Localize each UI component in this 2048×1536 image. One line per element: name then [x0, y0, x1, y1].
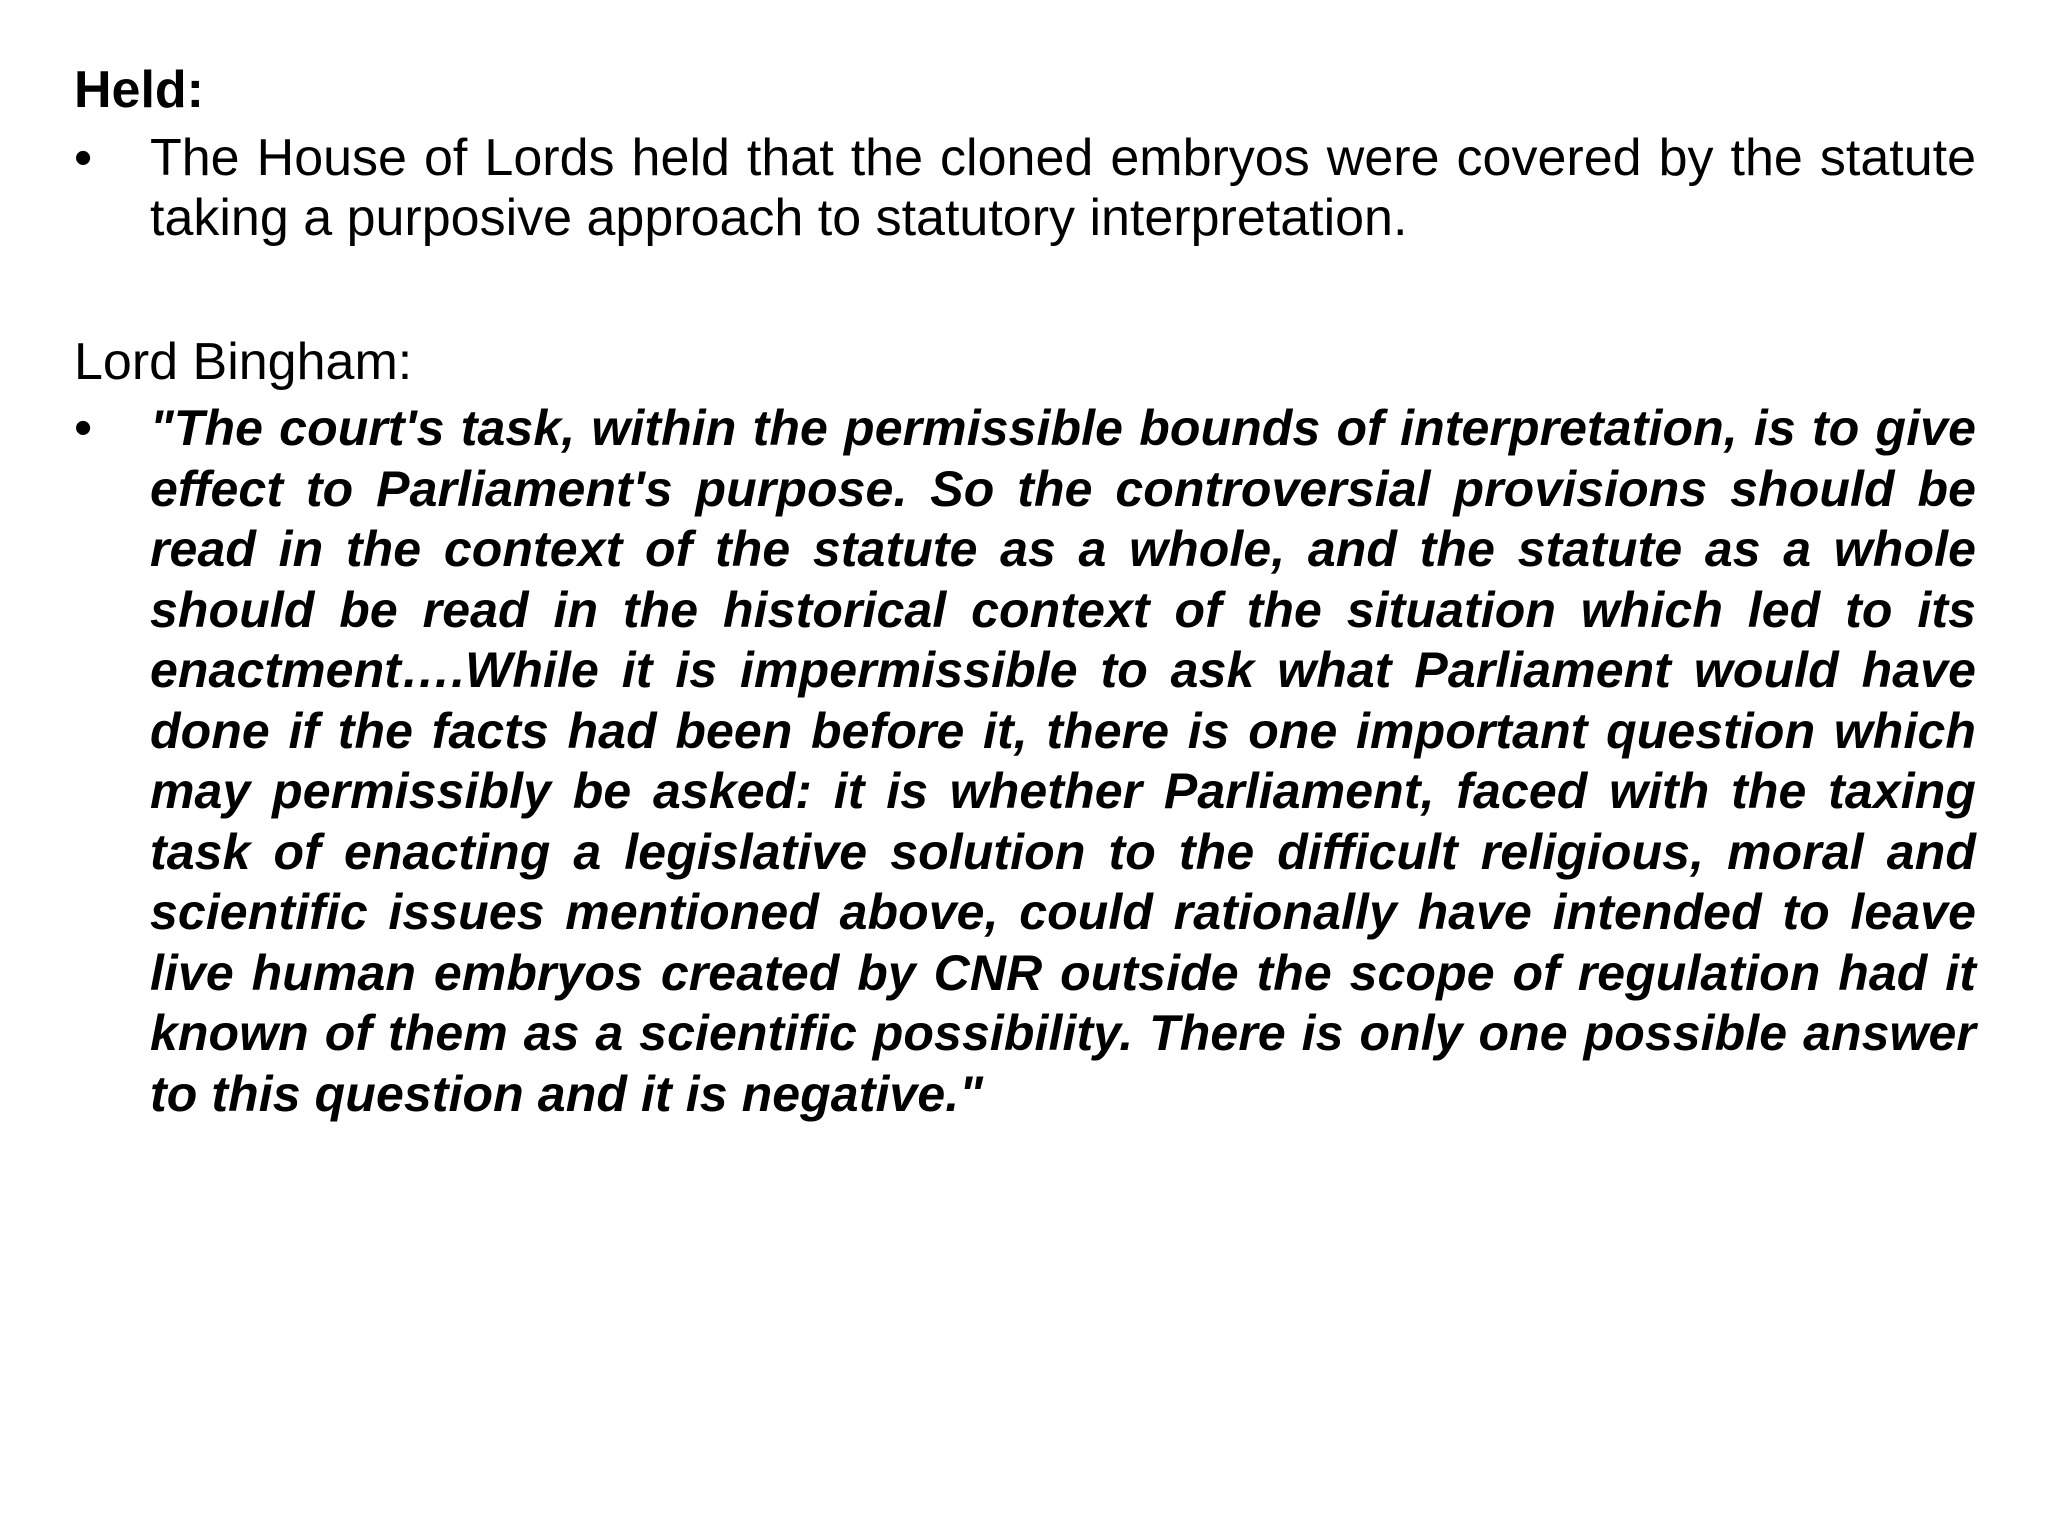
held-bullet-text: The House of Lords held that the cloned embryos were covered by the statute taking a purposive approach to statutory interpretation.: [150, 129, 1976, 247]
bullet-icon: •: [74, 129, 93, 187]
bingham-quote-text: "The court's task, within the permissible bounds of interpretation, is to give effect to Parliament's purpose. So the controversial provisions should be read in the context of the statute as a whole, and the statute as a whole should be read in the historical context of the situation which led to its enactment….While it is impermissible to ask what Parliament would have done if the facts had been before it, there is one important question which may permissibly be asked: it is whether Parliament, faced with the taxing task of enacting a legislative solution to the difficult religious, moral and scientific issues mentioned above, could rationally have intended to leave live human embryos created by CNR outside the scope of regulation had it known of them as a scientific possibility. There is only one possible answer to this question and it is negative.": [150, 400, 1976, 1122]
held-heading: Held:: [74, 61, 204, 119]
lord-bingham-heading: Lord Bingham:: [74, 333, 413, 391]
held-bullet-item: [74, 128, 1976, 248]
bullet-icon: •: [74, 399, 93, 457]
bingham-quote-item: [74, 398, 1976, 1124]
